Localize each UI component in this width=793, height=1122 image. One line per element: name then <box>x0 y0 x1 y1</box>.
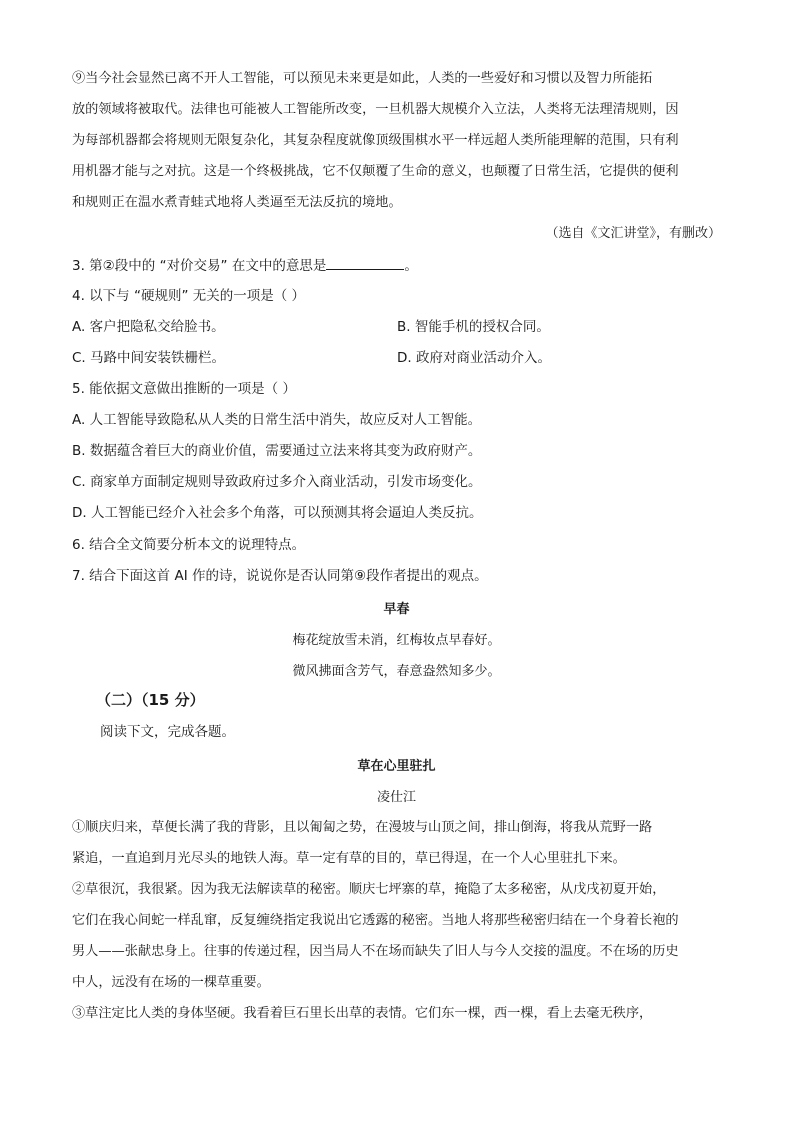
paragraph-line: ③草注定比人类的身体坚硬。我看着巨石里长出草的表情。它们东一棵，西一棵，看上去毫无秩序， <box>72 1006 653 1021</box>
article-paragraph-2 <box>72 874 722 998</box>
paragraph-line: 用机器才能与之对抗。这是一个终极挑战，它不仅颠覆了生命的意义，也颠覆了日常生活，它提供的便利 <box>72 164 679 179</box>
paragraph-line: 中人，远没有在场的一棵草重要。 <box>72 975 270 990</box>
article-paragraph-1 <box>72 812 722 874</box>
article-title: 草在心里驻扎 <box>357 759 436 774</box>
option-4d: D. 政府对商业活动介入。 <box>397 350 551 366</box>
paragraph-line: 它们在我心间蛇一样乱窜，反复缠绕指定我说出它透露的秘密。当地人将那些秘密归结在一个身着长袍的 <box>72 913 679 928</box>
question-7: 7. 结合下面这首 AI 作的诗，说说你是否认同第⑨段作者提出的观点。 <box>72 568 488 584</box>
poem-line-1: 梅花绽放雪未消，红梅妆点早春好。 <box>292 633 501 648</box>
paragraph-line: ⑨当今社会显然已离不开人工智能，可以预见未来更是如此，人类的一些爱好和习惯以及智力所能拓 <box>72 71 653 86</box>
question-3-end: 。 <box>404 258 418 274</box>
poem-title: 早春 <box>383 602 410 617</box>
option-5d: D. 人工智能已经介入社会多个角落，可以预测其将会逼迫人类反抗。 <box>72 505 483 521</box>
question-3-text: 3. 第②段中的 “对价交易” 在文中的意思是 <box>72 258 327 274</box>
section-instruction: 阅读下文，完成各题。 <box>100 724 235 740</box>
option-5c: C. 商家单方面制定规则导致政府过多介入商业活动，引发市场变化。 <box>72 474 482 490</box>
paragraph-line: ②草很沉，我很紧。因为我无法解读草的秘密。顺庆七坪寨的草，掩隐了太多秘密，从戊戌初夏开始， <box>72 882 666 897</box>
paragraph-line: 为每部机器都会将规则无限复杂化，其复杂程度就像顶级围棋水平一样远超人类所能理解的范围，只有利 <box>72 133 679 148</box>
option-4c: C. 马路中间安装铁栅栏。 <box>72 350 226 366</box>
answer-blank[interactable] <box>326 255 404 270</box>
question-6: 6. 结合全文简要分析本文的说理特点。 <box>72 537 306 553</box>
paragraph-line: ①顺庆归来，草便长满了我的背影，且以匍匐之势，在漫坡与山顶之间，排山倒海，将我从荒野一路 <box>72 820 653 835</box>
option-5b: B. 数据蕴含着巨大的商业价值，需要通过立法来将其变为政府财产。 <box>72 443 482 459</box>
option-4b: B. 智能手机的授权合同。 <box>397 319 550 335</box>
article-author: 凌仕江 <box>376 790 416 805</box>
question-4: 4. 以下与 “硬规则” 无关的一项是（ ） <box>72 288 306 304</box>
paragraph-line: 男人——张献忠身上。往事的传递过程，因当局人不在场而缺失了旧人与今人交接的温度。不在场的历史 <box>72 944 679 959</box>
article-paragraph-3 <box>72 998 722 1029</box>
source-note: （选自《文汇讲堂》，有删改） <box>545 226 721 241</box>
paragraph-line: 紧追，一直追到月光尽头的地铁人海。草一定有草的目的，草已得逞，在一个人心里驻扎下来。 <box>72 851 626 866</box>
paragraph-9 <box>72 63 722 218</box>
question-5: 5. 能依据文意做出推断的一项是（ ） <box>72 381 296 397</box>
poem-line-2: 微风拂面含芳气，春意盎然知多少。 <box>292 664 501 679</box>
section-heading: （二）（15 分） <box>96 691 205 709</box>
option-4a: A. 客户把隐私交给脸书。 <box>72 319 225 335</box>
paragraph-line: 放的领域将被取代。法律也可能被人工智能所改变，一旦机器大规模介入立法，人类将无法理清规则，因 <box>72 102 679 117</box>
paragraph-line: 和规则正在温水煮青蛙式地将人类逼至无法反抗的境地。 <box>72 195 402 210</box>
question-3 <box>72 255 418 276</box>
option-5a: A. 人工智能导致隐私从人类的日常生活中消失，故应反对人工智能。 <box>72 412 482 428</box>
